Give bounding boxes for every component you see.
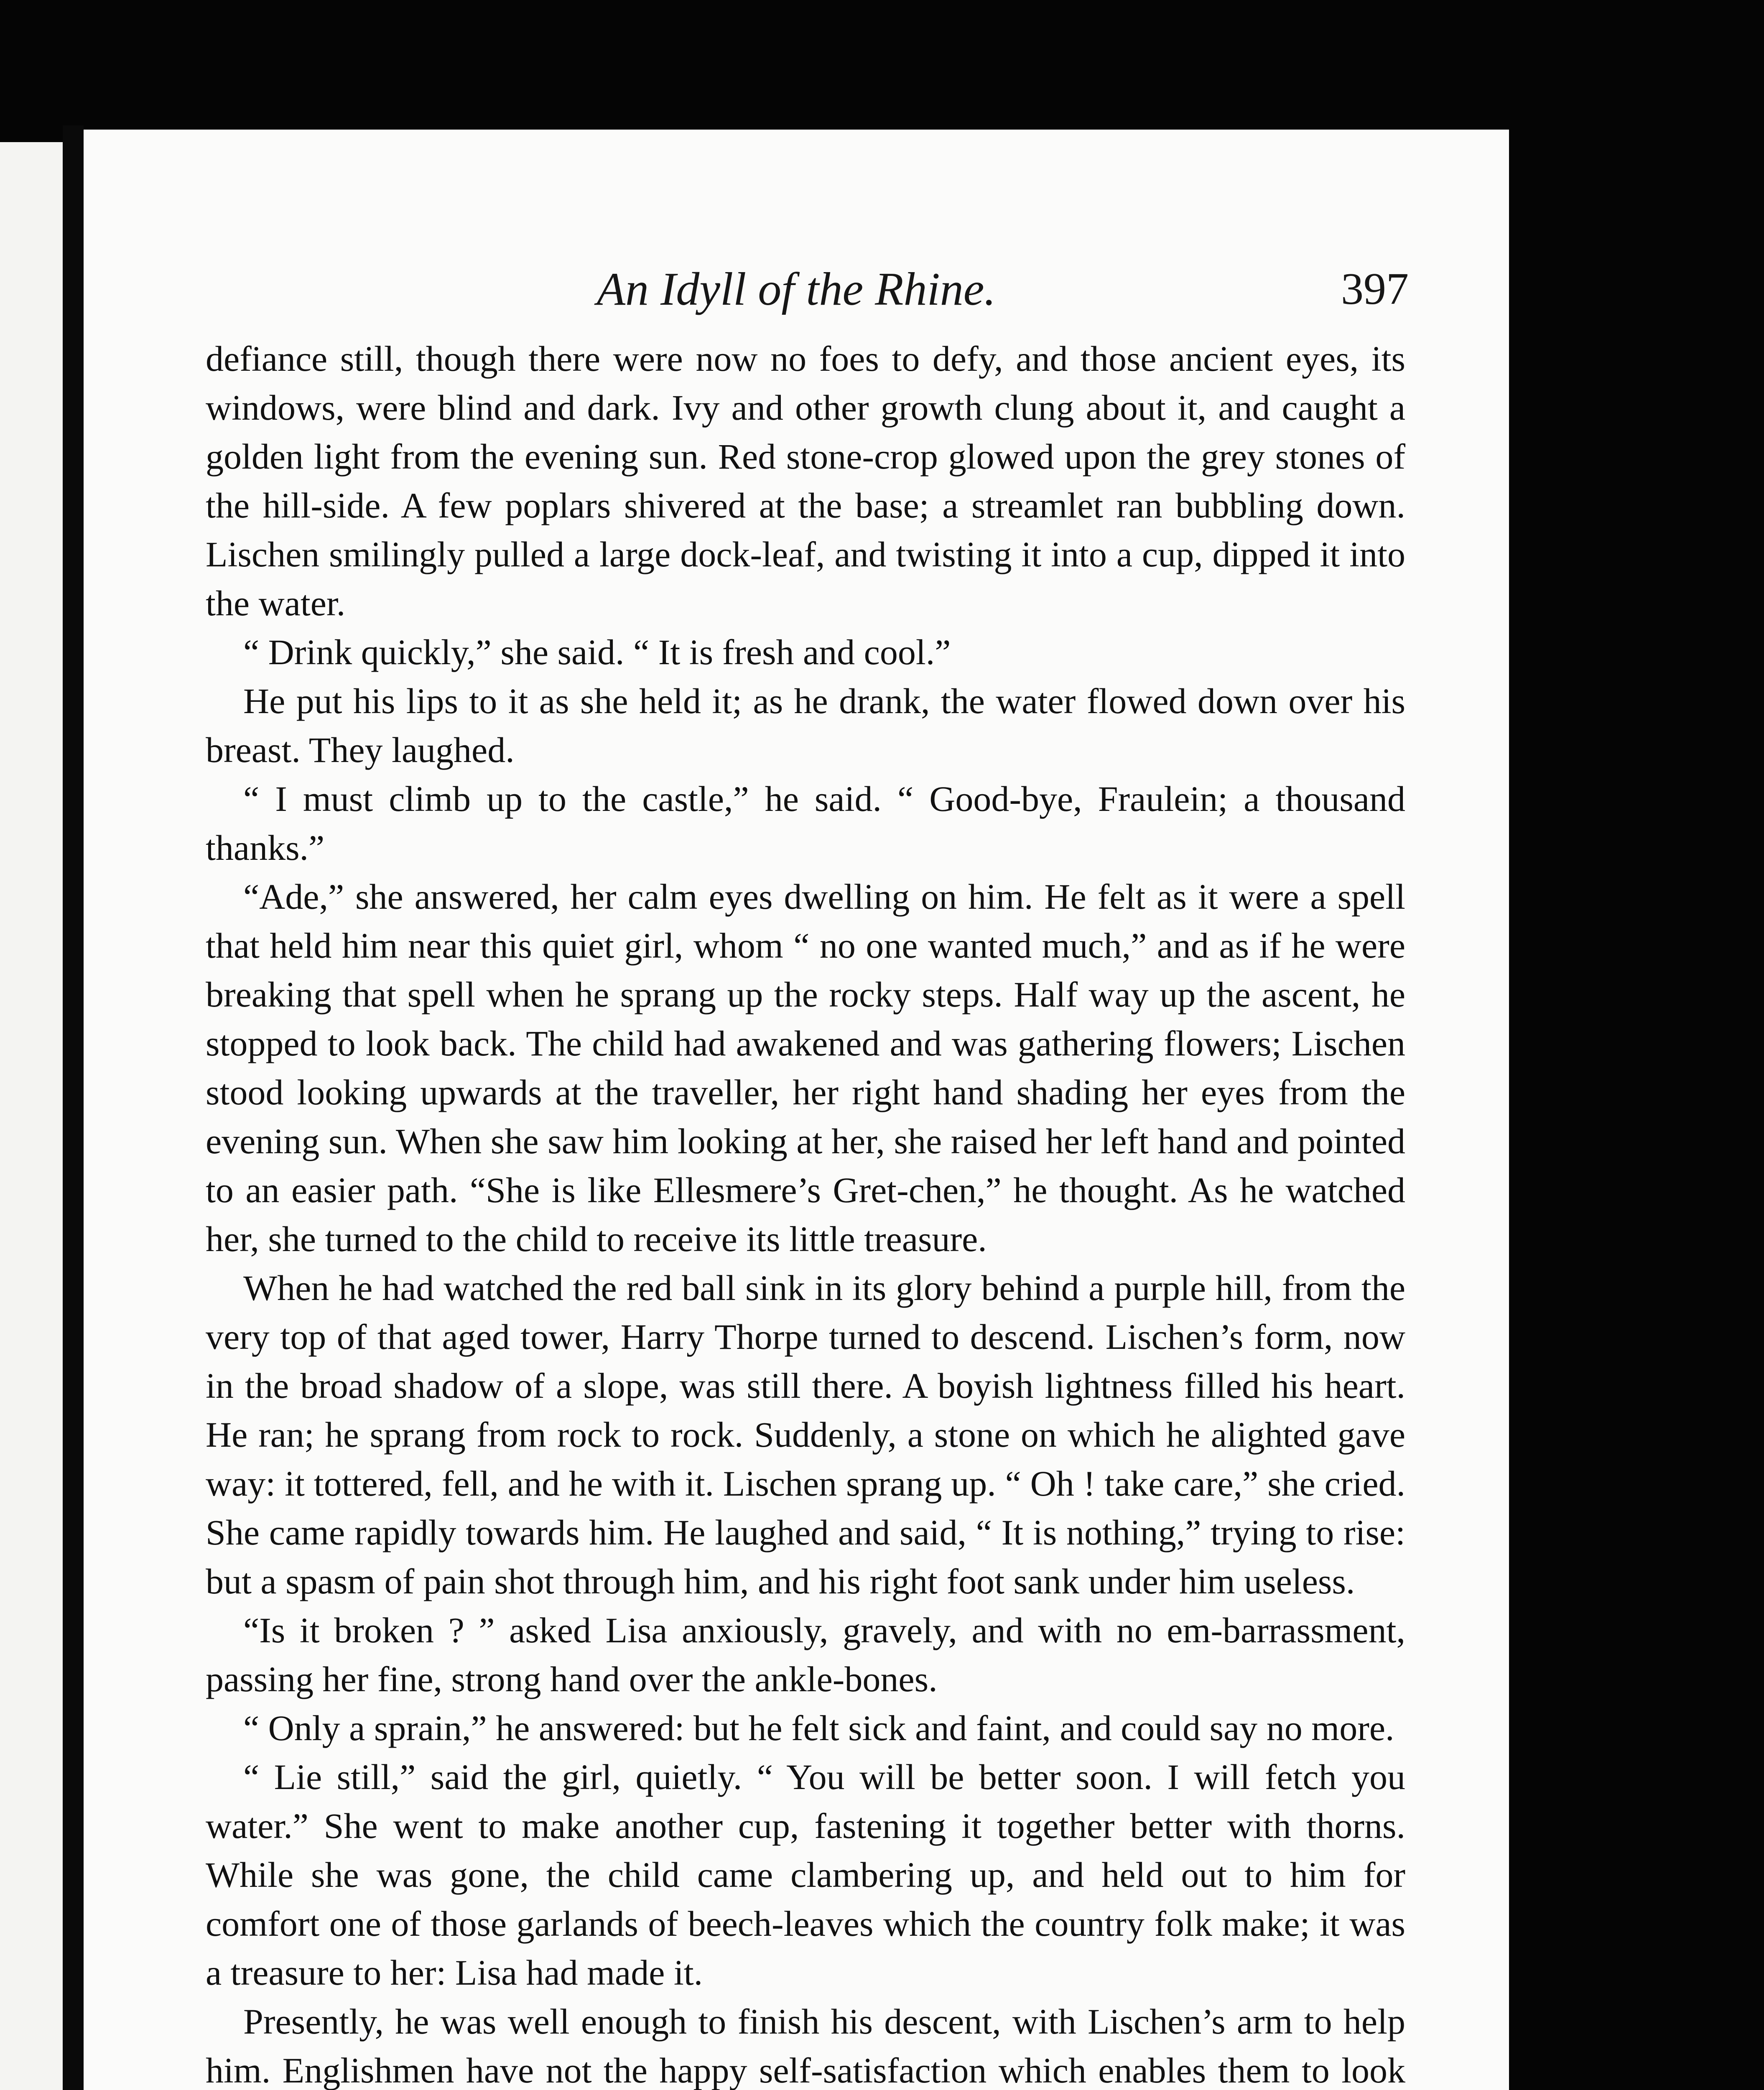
paragraph: “ I must climb up to the castle,” he said. “ Good-bye, Fraulein; a thousand thanks.” [206, 779, 1405, 868]
paragraph: defiance still, though there were now no foes to defy, and those ancient eyes, its windows, were blind and dark. Ivy and other growth clung about it, and caught a golden light from the evening sun. Red stone-crop glowed upon the grey stones of the hill-side. A few poplars shivered at the base; a streamlet ran bubbling down. Lischen smilingly pulled a large dock-leaf, and twisting it into a cup, dipped it into the water. [206, 339, 1405, 623]
paragraph: “Ade,” she answered, her calm eyes dwelling on him. He felt as it were a spell that held him near this quiet girl, whom “ no one wanted much,” and as if he were breaking that spell when he sprang up the rocky steps. Half way up the ascent, he stopped to look back. The child had awakened and was gathering flowers; Lischen stood looking upwards at the traveller, her right hand shading her eyes from the evening sun. When she saw him looking at her, she raised her left hand and pointed to an easier path. “She is like Ellesmere’s Gret-chen,” he thought. As he watched her, she turned to the child to receive its little treasure. [206, 877, 1405, 1259]
book-gutter [63, 125, 84, 2090]
paragraph: “ Lie still,” said the girl, quietly. “ You will be better soon. I will fetch you water.” She went to make another cup, fastening it together better with thorns. While she was gone, the child came clambering up, and held out to him for comfort one of those garlands of beech-leaves which the country folk make; it was a treasure to her: Lisa had made it. [206, 1757, 1405, 1993]
running-title: An Idyll of the Rhine. [596, 263, 996, 315]
paragraph: When he had watched the red ball sink in its glory behind a purple hill, from the very top of that aged tower, Harry Thorpe turned to descend. Lischen’s form, now in the broad shadow of a slope, was still there. A boyish lightness filled his heart. He ran; he sprang from rock to rock. Suddenly, a stone on which he alighted gave way: it tottered, fell, and he with it. Lischen sprang up. “ Oh ! take care,” she cried. She came rapidly towards him. He laughed and said, “ It is nothing,” trying to rise: but a spasm of pain shot through him, and his right foot sank under him useless. [206, 1268, 1405, 1601]
paragraph: Presently, he was well enough to finish his descent, with Lischen’s arm to help him. Englishmen have not the happy self-satisfaction which enables them to look [206, 2001, 1405, 2090]
paragraph: “ Drink quickly,” she said. “ It is fresh and cool.” [243, 632, 951, 672]
paragraph: “Is it broken ? ” asked Lisa anxiously, gravely, and with no em-barrassment, passing her fine, strong hand over the ankle-bones. [206, 1610, 1405, 1699]
paragraph: “ Only a sprain,” he answered: but he felt sick and faint, and could say no more. [243, 1708, 1394, 1748]
previous-page-edge [0, 142, 63, 2090]
paragraph: He put his lips to it as she held it; as he drank, the water flowed down over his breast. They laughed. [206, 681, 1405, 770]
page-number: 397 [1341, 264, 1409, 314]
body-text [206, 334, 1405, 2090]
book-page [84, 130, 1509, 2090]
